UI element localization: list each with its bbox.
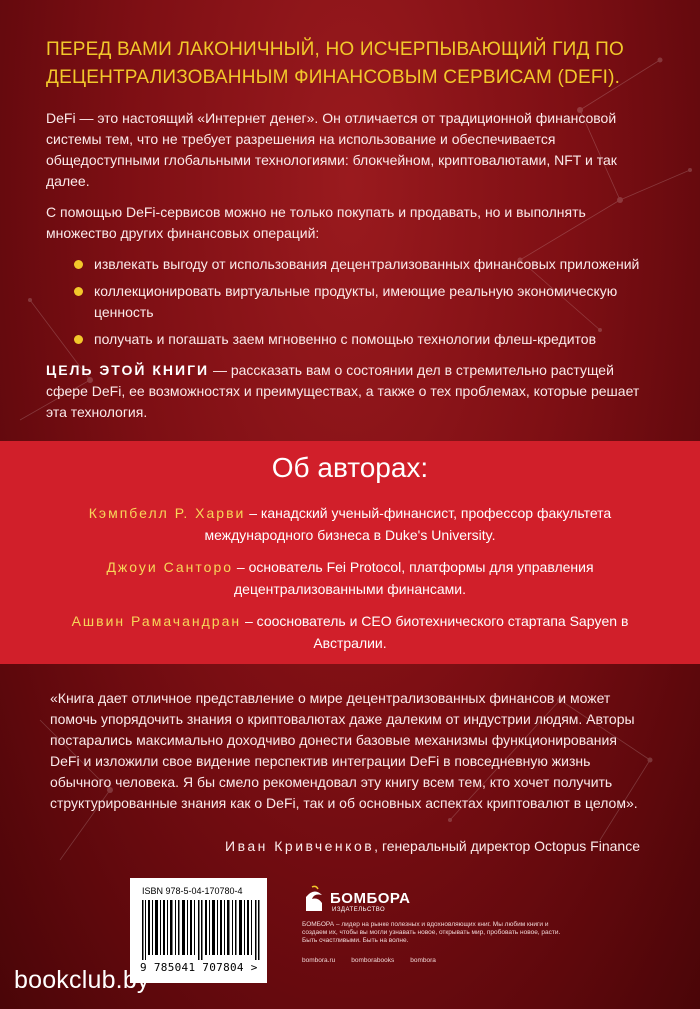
publisher-subtitle: ИЗДАТЕЛЬСТВО — [332, 907, 386, 913]
list-item: получать и погашать заем мгновенно с помощью технологии флеш-кредитов — [46, 329, 656, 350]
social-link[interactable]: bombora — [410, 957, 436, 964]
services-intro: С помощью DeFi-сервисов можно не только покупать и продавать, но и выполнять множество других финансовых операций: — [46, 204, 586, 241]
goal-label: ЦЕЛЬ ЭТОЙ КНИГИ — [46, 362, 210, 378]
author-entry — [48, 556, 652, 600]
bullet-icon — [74, 260, 83, 269]
authors-list — [48, 502, 652, 664]
social-link[interactable]: bomborabooks — [351, 957, 395, 964]
quote-author-name: Иван Кривченков — [225, 838, 375, 854]
goal-text: — рассказать вам о состоянии дел в стремительно растущей сфере DeFi, ее возможностях и преимуществах, а также о тех проблемах, которые решает эта технология. — [46, 362, 640, 420]
publisher-links — [302, 957, 572, 964]
intro-paragraph: DeFi — это настоящий «Интернет денег». Он отличается от традиционной финансовой системы тем, что не требует разрешения на использование и обеспечивается общедоступными глобальными технологиями: блокчейном, криптовалютами, NFT и так далее. — [46, 110, 617, 189]
author-name: Кэмпбелл Р. Харви — [88, 505, 246, 521]
bullet-icon — [74, 335, 83, 344]
website-link[interactable]: bombora.ru — [302, 957, 336, 964]
author-desc: – канадский ученый-финансист, профессор факультета международного бизнеса в Duke's University. — [204, 505, 612, 543]
bullet-icon — [74, 287, 83, 296]
author-desc: – основатель Fei Protocol, платформы для управления децентрализованными финансами. — [233, 559, 594, 597]
list-item: извлекать выгоду от использования децентрализованных финансовых приложений — [46, 254, 656, 275]
authors-title: Об авторах: — [271, 452, 429, 483]
list-item: коллекционировать виртуальные продукты, имеющие реальную экономическую ценность — [46, 281, 656, 323]
review-quote: «Книга дает отличное представление о мире децентрализованных финансов и может помочь упорядочить знания о криптовалютах даже далеким от индустрии людям. Авторы постарались максимально доходчиво донести базовые механизмы функционирования DeFi и изложили свое видение перспектив интеграции DeFi в повседневную жизнь обычного человека. Я бы смело рекомендовал эту книгу всем тем, кто хочет получить структурированные знания как о DeFi, так и об основных аспектах криптовалют в целом». — [50, 690, 638, 811]
quote-signature — [225, 838, 640, 854]
bombora-logo-icon — [302, 885, 326, 911]
publisher-block — [302, 885, 572, 964]
publisher-name: БОМБОРА — [330, 889, 411, 907]
feature-list — [46, 254, 656, 350]
publisher-description: БОМБОРА – лидер на рынке полезных и вдохновляющих книг. Мы любим книги и создаем их, чтобы вы могли узнавать новое, открывать мир, пробовать новое, расти. Быть счастливыми. Быть на волне. — [302, 921, 561, 944]
headline: ПЕРЕД ВАМИ ЛАКОНИЧНЫЙ, НО ИСЧЕРПЫВАЮЩИЙ ГИД ПО ДЕЦЕНТРАЛИЗОВАННЫМ ФИНАНСОВЫМ СЕРВИСАМ (DEFI). — [46, 39, 624, 88]
author-desc: – сооснователь и CEO биотехнического стартапа Sapyen в Австралии. — [241, 613, 629, 651]
isbn-number: 9 785041 707804 > — [140, 961, 258, 974]
author-entry — [48, 502, 652, 546]
isbn-label: ISBN 978-5-04-170780-4 — [142, 886, 243, 896]
author-name: Джоуи Санторо — [106, 559, 234, 575]
author-name: Ашвин Рамачандран — [71, 613, 242, 629]
goal-paragraph — [46, 360, 656, 423]
quote-author-title: , генеральный директор Octopus Finance — [374, 838, 640, 854]
description-section — [46, 36, 656, 433]
watermark: bookclub.by — [14, 966, 150, 994]
author-entry — [48, 610, 652, 654]
barcode — [142, 900, 260, 960]
